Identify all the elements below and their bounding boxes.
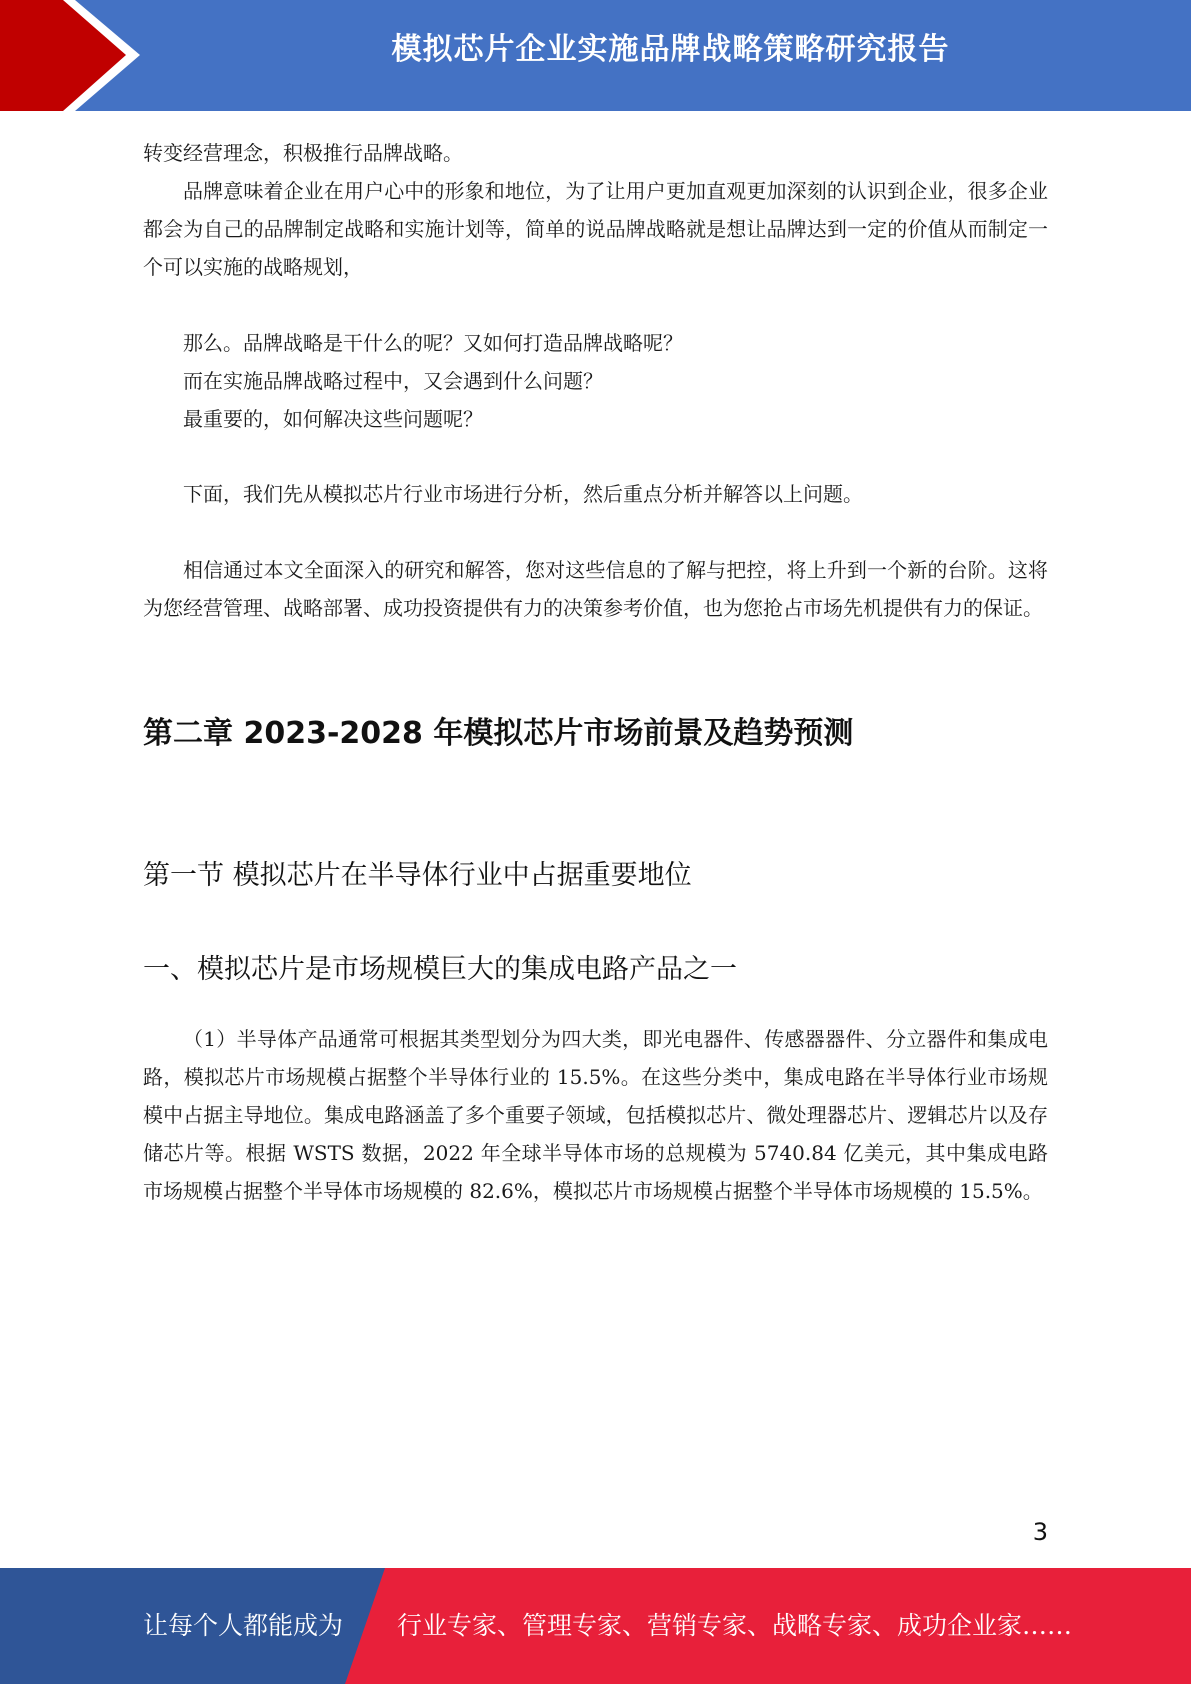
subsection-paragraph: （1）半导体产品通常可根据其类型划分为四大类，即光电器件、传感器器件、分立器件和集成电路，模拟芯片市场规模占据整个半导体行业的 15.5%。在这些分类中，集成电路在半导体行业市场规模中占据主导地位。集成电路涵盖了多个重要子领域，包括模拟芯片、微处理器芯片、逻辑芯片以及存储芯片等。根据 WSTS 数据，2022 年全球半导体市场的总规模为 5740.84 亿美元，其中集成电路市场规模占据整个半导体市场规模的 82.6%，模拟芯片市场规模占据整个半导体市场规模的 15.5%。 xyxy=(143,1027,1048,1203)
questions-block xyxy=(143,324,1048,438)
footer-slogan-left: 让每个人都能成为 xyxy=(143,1611,344,1640)
intro-paragraph-4: 相信通过本文全面深入的研究和解答，您对这些信息的了解与把控，将上升到一个新的台阶。这将为您经营管理、战略部署、成功投资提供有力的决策参考价值，也为您抢占市场先机提供有力的保证。 xyxy=(143,558,1048,620)
intro-paragraph-1: 转变经营理念，积极推行品牌战略。 xyxy=(143,141,463,165)
intro-paragraph-3: 下面，我们先从模拟芯片行业市场进行分析，然后重点分析并解答以上问题。 xyxy=(183,482,863,506)
intro-paragraph-2: 品牌意味着企业在用户心中的形象和地位，为了让用户更加直观更加深刻的认识到企业，很多企业都会为自己的品牌制定战略和实施计划等，简单的说品牌战略就是想让品牌达到一定的价值从而制定一个可以实施的战略规划， xyxy=(143,179,1048,279)
section-heading: 第一节 模拟芯片在半导体行业中占据重要地位 xyxy=(143,860,692,891)
subsection-body-block xyxy=(143,1020,1048,1210)
footer-banner xyxy=(0,1568,1191,1684)
intro-paragraph-3-block xyxy=(143,475,1048,513)
question-2: 而在实施品牌战略过程中，又会遇到什么问题？ xyxy=(183,369,603,393)
chapter-heading: 第二章 2023-2028 年模拟芯片市场前景及趋势预测 xyxy=(143,716,854,751)
intro-paragraph-4-block xyxy=(143,551,1048,627)
page-number: 3 xyxy=(1032,1518,1048,1546)
subsection-heading: 一、模拟芯片是市场规模巨大的集成电路产品之一 xyxy=(143,954,737,985)
report-title: 模拟芯片企业实施品牌战略策略研究报告 xyxy=(391,32,950,67)
header-arrow-decoration xyxy=(0,0,160,111)
intro-block xyxy=(143,134,1048,286)
question-3: 最重要的，如何解决这些问题呢？ xyxy=(183,407,483,431)
footer-slogan-right: 行业专家、管理专家、营销专家、战略专家、成功企业家…… xyxy=(397,1611,1073,1640)
header-banner xyxy=(0,0,1191,111)
question-1: 那么。品牌战略是干什么的呢？又如何打造品牌战略呢？ xyxy=(183,331,683,355)
